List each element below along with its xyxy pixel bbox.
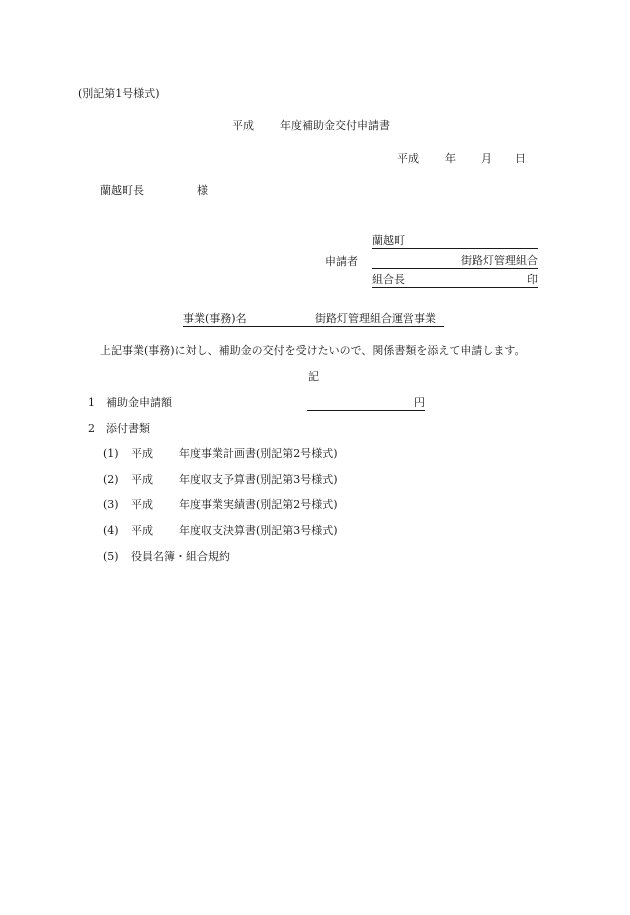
attachment-era: 平成: [131, 524, 153, 537]
applicant-town-line: [372, 234, 538, 249]
date-era: 平成: [397, 152, 419, 165]
attachment-era: 平成: [131, 447, 153, 460]
item-label: 補助金申請額: [106, 396, 172, 409]
attachment-era: 平成: [131, 473, 153, 486]
attachment-number: (5): [103, 550, 119, 563]
project-label: 事業(事務)名: [183, 312, 247, 325]
attachment-text: 役員名簿・組合規約: [131, 550, 230, 563]
project-value: 街路灯管理組合運営事業: [315, 312, 436, 325]
amount-field-line: [307, 396, 425, 411]
attachment-text: 年度収支予算書(別記第3号様式): [179, 473, 338, 486]
applicant-org: 街路灯管理組合: [461, 254, 538, 267]
application-statement: 上記事業(事務)に対し、補助金の交付を受けたいので、関係書類を添えて申請します。: [100, 344, 526, 357]
date-month: 月: [481, 152, 492, 165]
applicant-org-line: [372, 254, 538, 269]
attachment-number: (4): [103, 524, 119, 537]
item-number: 1: [88, 396, 95, 409]
date-year: 年: [445, 152, 456, 165]
attachment-number: (1): [103, 447, 119, 460]
attachment-text: 年度事業計画書(別記第2号様式): [179, 447, 338, 460]
addressee-honorific: 様: [197, 184, 208, 197]
attachment-number: (3): [103, 498, 119, 511]
title-text: 年度補助金交付申請書: [280, 119, 390, 132]
attachment-number: (2): [103, 473, 119, 486]
seal-mark: 印: [527, 273, 538, 286]
applicant-rep-line: [372, 273, 538, 288]
addressee-name: 蘭越町長: [100, 184, 144, 197]
item-label: 添付書類: [106, 422, 150, 435]
form-code: (別記第1号様式): [78, 87, 160, 100]
applicant-town: 蘭越町: [372, 234, 405, 247]
attachment-era: 平成: [131, 498, 153, 511]
date-day: 日: [515, 152, 526, 165]
ki-heading: 記: [308, 370, 319, 383]
title-era: 平成: [232, 119, 254, 132]
applicant-rep: 組合長: [372, 273, 405, 286]
applicant-label: 申請者: [325, 255, 358, 268]
project-name-line: [183, 312, 444, 327]
amount-unit: 円: [414, 396, 425, 409]
item-number: 2: [88, 422, 95, 435]
attachment-text: 年度事業実績書(別記第2号様式): [179, 498, 338, 511]
attachment-text: 年度収支決算書(別記第3号様式): [179, 524, 338, 537]
